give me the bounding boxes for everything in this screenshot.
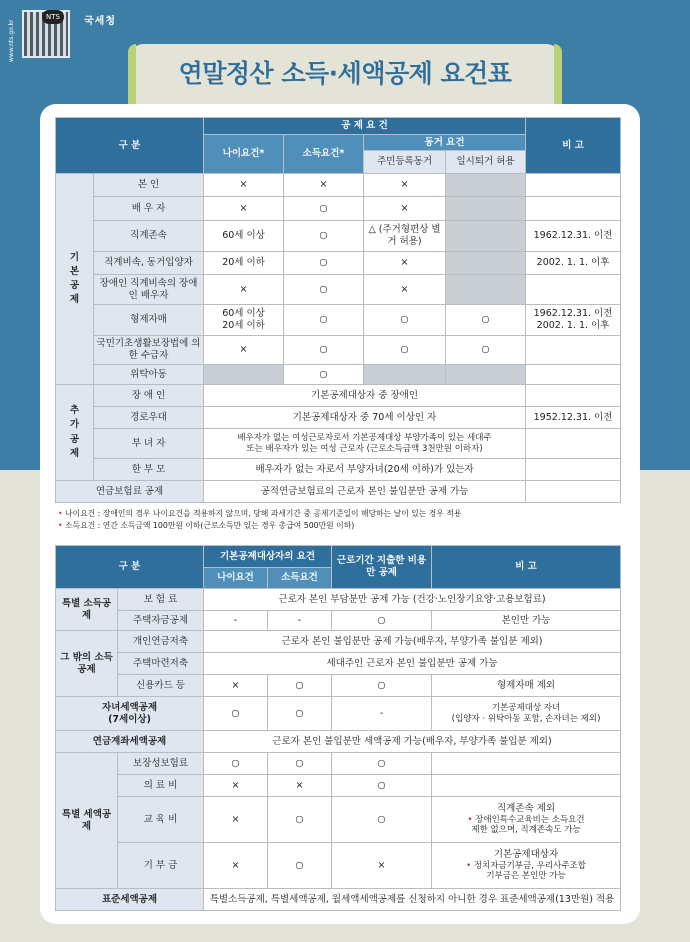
cell-income: ○ — [284, 221, 364, 252]
col-header-temp-leave: 일시퇴거 허용 — [446, 151, 526, 174]
cell-merged: 공적연금보험료의 근로자 본인 불입분만 공제 가능 — [204, 481, 526, 503]
table-row — [56, 365, 621, 385]
cell-reg: × — [364, 197, 446, 221]
cell-remark: 2002. 1. 1. 이후 — [526, 252, 621, 275]
cell-period: ○ — [332, 753, 432, 775]
cell-income: ○ — [284, 197, 364, 221]
page-title: 연말정산 소득·세액공제 요건표 — [178, 59, 512, 88]
col-header-reg-cohab: 주민등록동거 — [364, 151, 446, 174]
cell-age: ○ — [204, 753, 268, 775]
cell-remark — [526, 429, 621, 459]
cell-period: ○ — [332, 797, 432, 843]
row-label: 표준세액공제 — [56, 889, 204, 911]
cell-reg: ○ — [364, 336, 446, 365]
table-row — [56, 429, 621, 459]
table-row — [56, 797, 621, 843]
group-special-income: 특별 소득공제 — [56, 589, 118, 631]
row-label: 경로우대 — [94, 407, 204, 429]
cell-age: 20세 이하 — [204, 252, 284, 275]
table-row — [56, 221, 621, 252]
table-row — [56, 775, 621, 797]
cell-income: ○ — [268, 797, 332, 843]
col-header-cohab: 동거 요건 — [364, 135, 526, 151]
cell-merged: 세대주인 근로자 본인 불입분만 공제 가능 — [204, 653, 621, 675]
col-header-category: 구 분 — [56, 118, 204, 174]
col-header-category: 구 분 — [56, 546, 204, 589]
cell-age: × — [204, 775, 268, 797]
deduction-requirements-table — [55, 117, 621, 503]
cell-income: ○ — [268, 843, 332, 889]
cell-remark: 1962.12.31. 이전 — [526, 221, 621, 252]
cell-income: ○ — [284, 365, 364, 385]
cell-merged: 근로자 본인 불입분만 공제 가능(배우자, 부양가족 불입분 제외) — [204, 631, 621, 653]
cell-income: × — [268, 775, 332, 797]
row-label: 본 인 — [94, 174, 204, 197]
row-label: 배 우 자 — [94, 197, 204, 221]
row-label: 개인연금저축 — [118, 631, 204, 653]
table-row — [56, 459, 621, 481]
col-header-age: 나이요건 — [204, 568, 268, 589]
cell-period: ○ — [332, 675, 432, 697]
col-header-age: 나이요건* — [204, 135, 284, 174]
table-row — [56, 197, 621, 221]
group-additional: 추 가 공 제 — [56, 385, 94, 481]
cell-period: × — [332, 843, 432, 889]
row-label: 주택자금공제 — [118, 611, 204, 631]
cell-merged: 배우자가 없는 자로서 부양자녀(20세 이하)가 있는자 — [204, 459, 526, 481]
table-row — [56, 407, 621, 429]
row-label: 교 육 비 — [118, 797, 204, 843]
cell-remark — [526, 174, 621, 197]
row-label: 직계존속 — [94, 221, 204, 252]
row-label: 직계비속, 동거입양자 — [94, 252, 204, 275]
cell-income: × — [284, 174, 364, 197]
table-row — [56, 252, 621, 275]
row-label: 주택마련저축 — [118, 653, 204, 675]
cell-age: × — [204, 174, 284, 197]
cell-age — [204, 365, 284, 385]
cell-age: - — [204, 611, 268, 631]
row-label: 국민기초생활보장법에 의한 수급자 — [94, 336, 204, 365]
footnote: • 소득요건 : 연간 소득금액 100만원 이하(근로소득만 있는 경우 총급여 500만원 이하) — [58, 520, 618, 532]
cell-reg: × — [364, 174, 446, 197]
cell-income: - — [268, 611, 332, 631]
cell-income: ○ — [284, 305, 364, 336]
cell-remark: 1962.12.31. 이전 2002. 1. 1. 이후 — [526, 305, 621, 336]
table-row — [56, 753, 621, 775]
row-label: 장 애 인 — [94, 385, 204, 407]
row-label: 연금계좌세액공제 — [56, 731, 204, 753]
cell-age: × — [204, 275, 284, 305]
remark-main: 직계존속 제외 — [496, 802, 556, 814]
cell-reg: × — [364, 252, 446, 275]
row-label: 의 료 비 — [118, 775, 204, 797]
row-label: 자녀세액공제 (7세이상) — [56, 697, 204, 731]
table-row — [56, 697, 621, 731]
cell-income: ○ — [268, 753, 332, 775]
table-row — [56, 481, 621, 503]
cell-age: × — [204, 197, 284, 221]
table-row — [56, 385, 621, 407]
remark-main: 기본공제대상자 — [493, 848, 559, 860]
cell-merged: 기본공제대상자 중 장애인 — [204, 385, 526, 407]
cell-remark — [526, 459, 621, 481]
remark-note-cont: 기부금은 본인만 가능 — [486, 871, 566, 882]
cell-remark — [432, 843, 621, 889]
cell-temp — [446, 174, 526, 197]
cell-age: × — [204, 675, 268, 697]
cell-period: ○ — [332, 611, 432, 631]
cell-reg — [364, 365, 446, 385]
cell-remark — [526, 365, 621, 385]
cell-remark — [526, 385, 621, 407]
cell-period: ○ — [332, 775, 432, 797]
col-header-basic-req: 기본공제대상자의 요건 — [204, 546, 332, 568]
table-row — [56, 305, 621, 336]
table-row — [56, 275, 621, 305]
table-row — [56, 174, 621, 197]
cell-remark — [432, 797, 621, 843]
col-header-income: 소득요건 — [268, 568, 332, 589]
cell-remark — [526, 197, 621, 221]
table-row — [56, 675, 621, 697]
cell-merged: 근로자 본인 불입분만 세액공제 가능(배우자, 부양가족 불입분 제외) — [204, 731, 621, 753]
cell-temp — [446, 275, 526, 305]
cell-age: ○ — [204, 697, 268, 731]
site-url: www.nts.go.kr — [8, 19, 15, 62]
row-label: 형제자매 — [94, 305, 204, 336]
cell-age: 60세 이상 20세 이하 — [204, 305, 284, 336]
footnotes — [58, 508, 618, 533]
row-label: 한 부 모 — [94, 459, 204, 481]
cell-remark: 1952.12.31. 이전 — [526, 407, 621, 429]
cell-temp — [446, 197, 526, 221]
cell-temp: ○ — [446, 305, 526, 336]
group-basic: 기 본 공 제 — [56, 174, 94, 385]
col-header-income: 소득요건* — [284, 135, 364, 174]
cell-reg: × — [364, 275, 446, 305]
cell-merged: 특별소득공제, 특별세액공제, 월세액세액공제를 신청하지 아니한 경우 표준세액공제(13만원) 적용 — [204, 889, 621, 911]
tax-credit-requirements-table — [55, 545, 621, 911]
cell-reg: ○ — [364, 305, 446, 336]
footnote: • 나이요건 : 장애인의 경우 나이요건을 적용하지 않으며, 당해 과세기간 중 공제기준일이 해당하는 날이 있는 경우 적용 — [58, 508, 618, 520]
cell-temp — [446, 252, 526, 275]
group-other-income: 그 밖의 소득공제 — [56, 631, 118, 697]
cell-remark — [526, 481, 621, 503]
table-row — [56, 889, 621, 911]
cell-remark — [432, 753, 621, 775]
table-row — [56, 611, 621, 631]
cell-temp — [446, 365, 526, 385]
row-label: 위탁아동 — [94, 365, 204, 385]
agency-name: 국세청 — [84, 16, 116, 27]
row-label: 보장성보험료 — [118, 753, 204, 775]
cell-merged: 기본공제대상자 중 70세 이상인 자 — [204, 407, 526, 429]
row-label: 신용카드 등 — [118, 675, 204, 697]
row-label: 연금보험료 공제 — [56, 481, 204, 503]
col-header-period: 근로기간 지출한 비용만 공제 — [332, 546, 432, 589]
nts-logo-badge: NTS — [42, 10, 64, 24]
col-header-requirements: 공 제 요 건 — [204, 118, 526, 135]
cell-temp: ○ — [446, 336, 526, 365]
cell-remark: 기본공제대상 자녀 (입양자 · 위탁아동 포함, 손자녀는 제외) — [432, 697, 621, 731]
cell-reg: △ (주거형편상 별거 허용) — [364, 221, 446, 252]
cell-income: ○ — [284, 336, 364, 365]
table-row — [56, 589, 621, 611]
cell-period: - — [332, 697, 432, 731]
table-row — [56, 631, 621, 653]
row-label: 보 험 료 — [118, 589, 204, 611]
cell-remark: 본인만 가능 — [432, 611, 621, 631]
cell-income: ○ — [268, 697, 332, 731]
row-label: 장애인 직계비속의 장애인 배우자 — [94, 275, 204, 305]
cell-age: × — [204, 843, 268, 889]
remark-note: • 정치자금기부금, 우리사주조합 — [466, 860, 586, 871]
cell-temp — [446, 221, 526, 252]
row-label: 기 부 금 — [118, 843, 204, 889]
cell-remark — [432, 775, 621, 797]
col-header-remarks: 비 고 — [526, 118, 621, 174]
cell-merged: 근로자 본인 부담분만 공제 가능 (건강·노인장기요양·고용보험료) — [204, 589, 621, 611]
cell-income: ○ — [284, 275, 364, 305]
table-row — [56, 653, 621, 675]
cell-remark — [526, 336, 621, 365]
cell-income: ○ — [284, 252, 364, 275]
table-row — [56, 731, 621, 753]
cell-age: × — [204, 336, 284, 365]
cell-age: 60세 이상 — [204, 221, 284, 252]
cell-merged: 배우자가 없는 여성근로자로서 기본공제대상 부양가족이 있는 세대주 또는 배우자가 있는 여성 근로자 (근로소득금액 3천만원 이하자) — [204, 429, 526, 459]
cell-remark — [526, 275, 621, 305]
cell-remark: 형제자매 제외 — [432, 675, 621, 697]
remark-note-cont: 제한 없으며, 직계존속도 가능 — [471, 825, 581, 836]
cell-age: × — [204, 797, 268, 843]
cell-income: ○ — [268, 675, 332, 697]
group-special-tax: 특별 세액공제 — [56, 753, 118, 889]
row-label: 부 녀 자 — [94, 429, 204, 459]
table-row — [56, 336, 621, 365]
remark-note: • 장애인특수교육비는 소득요건 — [467, 814, 585, 825]
table-row — [56, 843, 621, 889]
col-header-remarks: 비 고 — [432, 546, 621, 589]
